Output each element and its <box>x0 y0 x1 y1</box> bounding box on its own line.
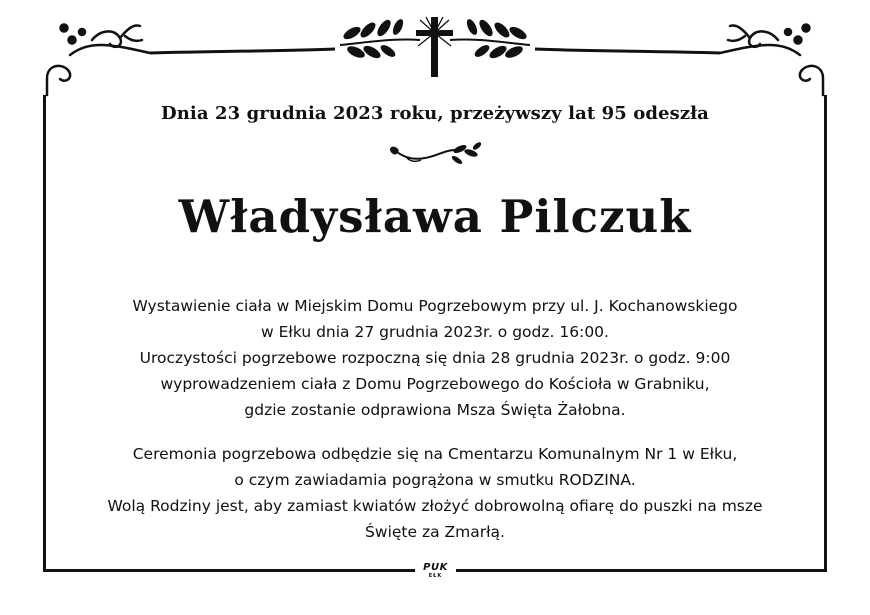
details-line: Ceremonia pogrzebowa odbędzie się na Cmentarzu Komunalnym Nr 1 w Ełku, <box>132 445 738 463</box>
laurel-branch-icon <box>340 18 420 60</box>
top-ornament <box>0 0 870 100</box>
logo-sub-text: EŁK <box>428 573 443 579</box>
frame-border-left <box>43 95 46 572</box>
paragraph-gap <box>60 423 810 441</box>
details-line: o czym zawiadamia pogrążona w smutku RODZINA. <box>234 471 636 489</box>
puk-logo <box>415 563 456 583</box>
frame-border-right <box>824 95 827 572</box>
details-line: Uroczystości pogrzebowe rozpoczną się dnia 28 grudnia 2023r. o godz. 9:00 <box>139 349 731 367</box>
frame-border-bottom-right <box>456 569 827 572</box>
corner-scroll-icon <box>720 25 823 96</box>
details-line: Wolą Rodziny jest, aby zamiast kwiatów złożyć dobrowolną ofiarę do puszki na msze <box>107 497 763 515</box>
cross-icon <box>416 17 453 77</box>
funeral-details <box>60 293 810 545</box>
frame-border-bottom-left <box>43 569 415 572</box>
death-announcement-headline: Dnia 23 grudnia 2023 roku, przeżywszy lat 95 odeszła <box>161 103 709 124</box>
details-line: w Ełku dnia 27 grudnia 2023r. o godz. 16:00. <box>261 323 609 341</box>
deceased-name: Władysława Pilczuk <box>178 190 692 243</box>
details-line: gdzie zostanie odprawiona Msza Święta Żałobna. <box>244 401 626 419</box>
details-line: wyprowadzeniem ciała z Domu Pogrzebowego do Kościoła w Grabniku, <box>160 375 710 393</box>
corner-scroll-icon <box>47 25 150 96</box>
laurel-branch-icon <box>450 18 530 60</box>
details-line: Święte za Zmarłą. <box>365 523 505 541</box>
logo-main-text: PUK <box>423 562 448 573</box>
divider-flourish-icon <box>385 140 485 172</box>
details-line: Wystawienie ciała w Miejskim Domu Pogrzebowym przy ul. J. Kochanowskiego <box>132 297 738 315</box>
